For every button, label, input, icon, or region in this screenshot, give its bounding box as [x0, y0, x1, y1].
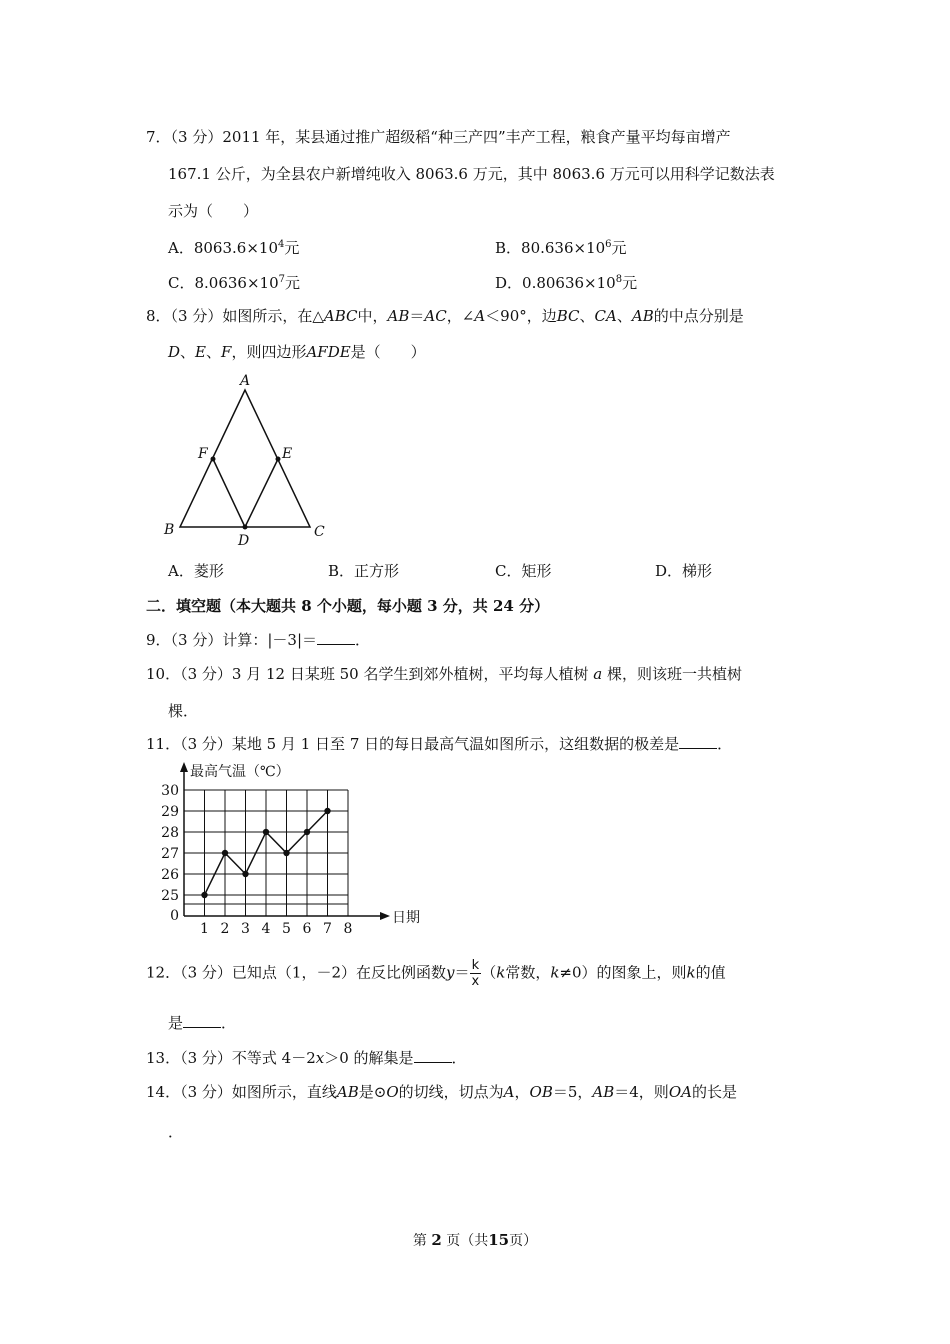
q7-line2: 167.1 公斤，为全县农户新增纯收入 8063.6 万元，其中 8063.6 万元可以用科学记数法表	[168, 165, 775, 183]
data-point	[304, 829, 310, 835]
q8-line2: D、E、F，则四边形AFDE是（ ）	[168, 343, 426, 361]
y-tick-label: 30	[161, 783, 179, 799]
page-footer: 第 2 页（共15页）	[412, 1231, 538, 1249]
point-d	[243, 525, 248, 530]
q13-blank[interactable]	[414, 1048, 452, 1063]
temperature-chart	[160, 758, 430, 938]
label-f: F	[198, 446, 208, 462]
q8-line1: 8．（3 分）如图所示，在△ABC中，AB＝AC，∠A＜90°，边BC、CA、AB的中点分别是	[146, 307, 744, 325]
q7-option-c[interactable]: C．$8.0636\times 10^7$元	[168, 274, 301, 292]
y-tick-label: 27	[161, 846, 179, 862]
q7-line1: 7．（3 分）2011 年，某县通过推广超级稻“种三产四”丰产工程，粮食产量平均每亩增产	[146, 128, 731, 146]
label-d: D	[238, 533, 250, 549]
label-a: A	[240, 373, 251, 389]
x-tick-label: 8	[343, 921, 353, 937]
y-tick-label: 29	[161, 804, 179, 820]
x-axis-arrow	[380, 912, 390, 920]
x-tick-label: 6	[302, 921, 312, 937]
q9: 9．（3 分）计算：|－3|＝ ．	[146, 631, 371, 649]
data-point	[283, 850, 289, 856]
data-point	[263, 829, 269, 835]
y-axis-arrow	[180, 762, 188, 772]
q8-option-b[interactable]: B．正方形	[328, 562, 400, 580]
x-tick-label: 3	[241, 921, 250, 937]
point-e	[276, 457, 281, 462]
x-tick-label: 5	[282, 921, 291, 937]
x-tick-label: 1	[200, 921, 209, 937]
q14-line1: 14．（3 分）如图所示，直线AB是⊙O的切线，切点为A，OB＝5，AB＝4，则OA的长是	[146, 1083, 737, 1101]
y-tick-label: 25	[161, 888, 179, 904]
q8-option-c[interactable]: C．矩形	[495, 562, 552, 580]
x-axis-title: 日期	[392, 910, 420, 926]
y-axis-title: 最高气温（℃）	[190, 764, 290, 780]
x-tick-label: 7	[323, 921, 332, 937]
q7-option-b[interactable]: B．$80.636\times 10^6$元	[495, 239, 627, 257]
point-f	[211, 457, 216, 462]
q10-line2: 棵．	[168, 702, 199, 720]
data-point	[242, 871, 248, 877]
q12-line2: 是 ．	[168, 1014, 237, 1032]
label-b: B	[164, 522, 175, 538]
x-tick-label: 4	[261, 921, 271, 937]
q9-blank[interactable]	[317, 630, 355, 645]
q12-blank[interactable]	[183, 1013, 221, 1028]
q7-line3: 示为（ ）	[168, 202, 259, 220]
q7-option-a[interactable]: A．$8063.6\times 10^4$元	[168, 239, 300, 257]
q7-option-d[interactable]: D．$0.80636\times 10^8$元	[495, 274, 638, 292]
q14-line2: ．	[168, 1123, 184, 1141]
q13: 13．（3 分）不等式 4－2x＞0 的解集是 ．	[146, 1049, 467, 1067]
q11: 11．（3 分）某地 5 月 1 日至 7 日的每日最高气温如图所示，这组数据的极差是 ．	[146, 735, 733, 753]
q8-option-a[interactable]: A．菱形	[168, 562, 224, 580]
q12-line1: 12．（3 分）已知点（1，－2）在反比例函数y＝ $\frac{k}{x}$ （k常数，k≠0）的图象上，则k的值	[146, 958, 726, 989]
triangle-figure	[160, 370, 340, 550]
origin-label: 0	[170, 908, 179, 924]
label-c: C	[314, 524, 325, 540]
data-point	[324, 808, 330, 814]
data-point	[222, 850, 228, 856]
section-heading: 二．填空题（本大题共 8 个小题，每小题 3 分，共 24 分）	[146, 597, 550, 615]
label-e: E	[282, 446, 293, 462]
x-tick-label: 2	[220, 921, 230, 937]
q8-option-d[interactable]: D．梯形	[655, 562, 713, 580]
q10-line1: 10．（3 分）3 月 12 日某班 50 名学生到郊外植树，平均每人植树 a 棵，则该班一共植树	[146, 665, 742, 683]
data-point	[201, 892, 207, 898]
y-tick-label: 28	[161, 825, 179, 841]
q11-blank[interactable]	[679, 734, 717, 749]
fraction-k-over-x: $\frac{k}{x}$	[471, 958, 480, 989]
y-tick-label: 26	[161, 867, 179, 883]
